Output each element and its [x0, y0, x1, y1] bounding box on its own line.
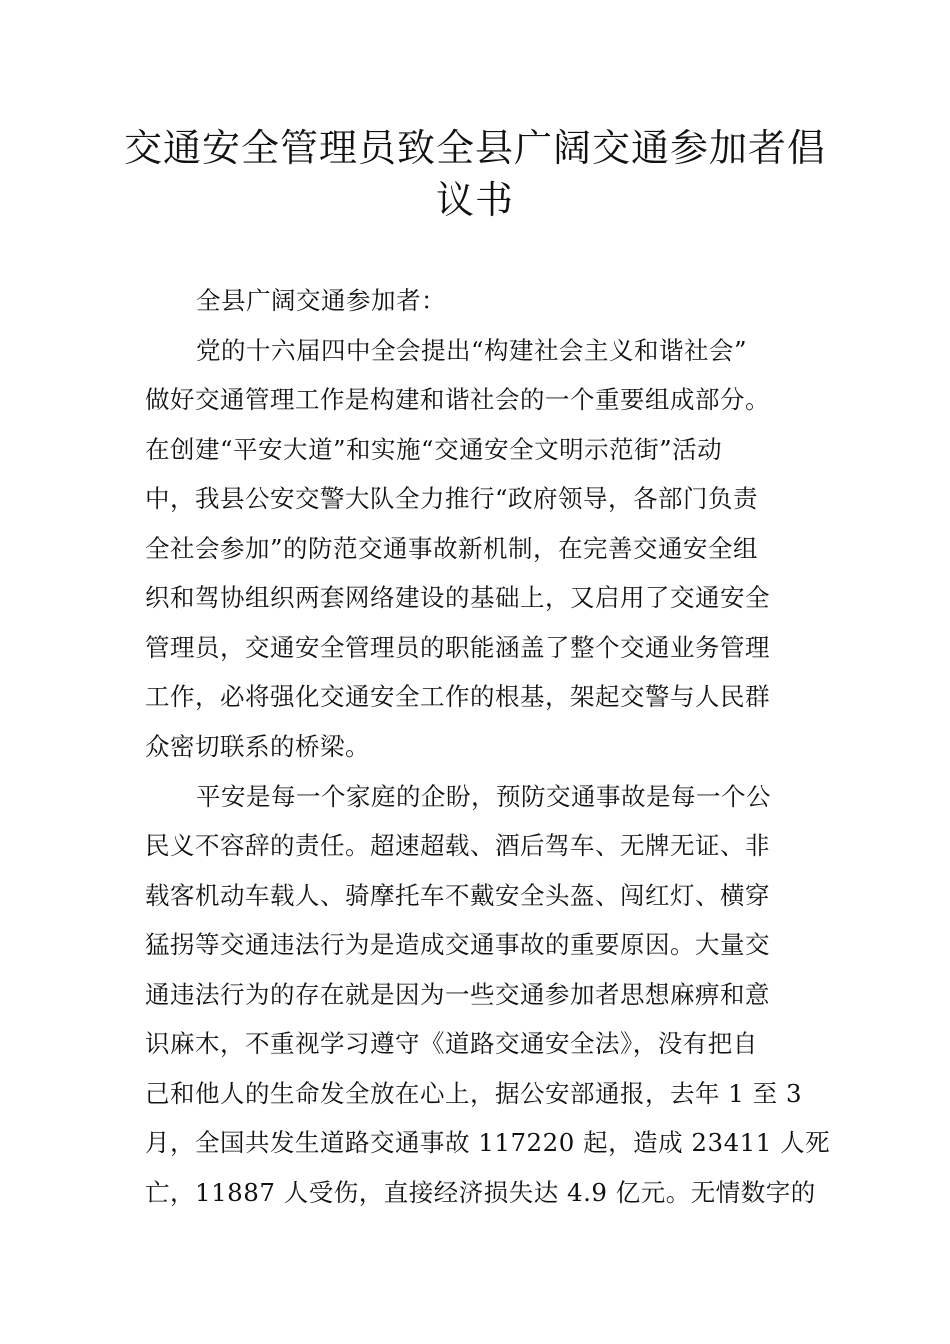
salutation: 全县广阔交通参加者： [196, 286, 446, 315]
paragraph-line: 猛拐等交通违法行为是造成交通事故的重要原因。大量交 [145, 930, 770, 959]
title-line: 交通安全管理员致全县广阔交通参加者倡 [123, 126, 826, 170]
paragraph-line: 管理员，交通安全管理员的职能涵盖了整个交通业务管理 [145, 633, 770, 662]
paragraph-line: 己和他人的生命发全放在心上，据公安部通报，去年 1 至 3 [145, 1079, 803, 1108]
paragraph-line: 识麻木，不重视学习遵守《道路交通安全法》，没有把自 [145, 1029, 758, 1058]
paragraph-line: 中，我县公安交警大队全力推行“政府领导，各部门负责 [145, 484, 759, 513]
paragraph-line: 通违法行为的存在就是因为一些交通参加者思想麻痹和意 [145, 980, 770, 1009]
document-title [120, 122, 830, 226]
paragraph-line: 织和驾协组织两套网络建设的基础上，又启用了交通安全 [145, 583, 770, 612]
paragraph-line: 党的十六届四中全会提出“构建社会主义和谐社会” [196, 336, 748, 365]
paragraph-line: 月，全国共发生道路交通事故 117220 起，造成 23411 人死 [145, 1128, 831, 1157]
paragraph-line: 做好交通管理工作是构建和谐社会的一个重要组成部分。 [145, 385, 770, 414]
paragraph-line: 在创建“平安大道”和实施“交通安全文明示范街”活动 [145, 435, 723, 464]
paragraph-line: 平安是每一个家庭的企盼，预防交通事故是每一个公 [196, 782, 771, 811]
paragraph-line: 工作，必将强化交通安全工作的根基，架起交警与人民群 [145, 682, 770, 711]
paragraph-line: 亡，11887 人受伤，直接经济损失达 4.9 亿元。无情数字的 [145, 1178, 816, 1207]
title-line: 议书 [435, 178, 514, 222]
paragraph-line: 载客机动车载人、骑摩托车不戴安全头盔、闯红灯、横穿 [145, 881, 770, 910]
paragraph-line: 众密切联系的桥梁。 [145, 732, 370, 761]
paragraph-line: 全社会参加”的防范交通事故新机制，在完善交通安全组 [145, 534, 759, 563]
paragraph-line: 民义不容辞的责任。超速超载、酒后驾车、无牌无证、非 [145, 831, 770, 860]
